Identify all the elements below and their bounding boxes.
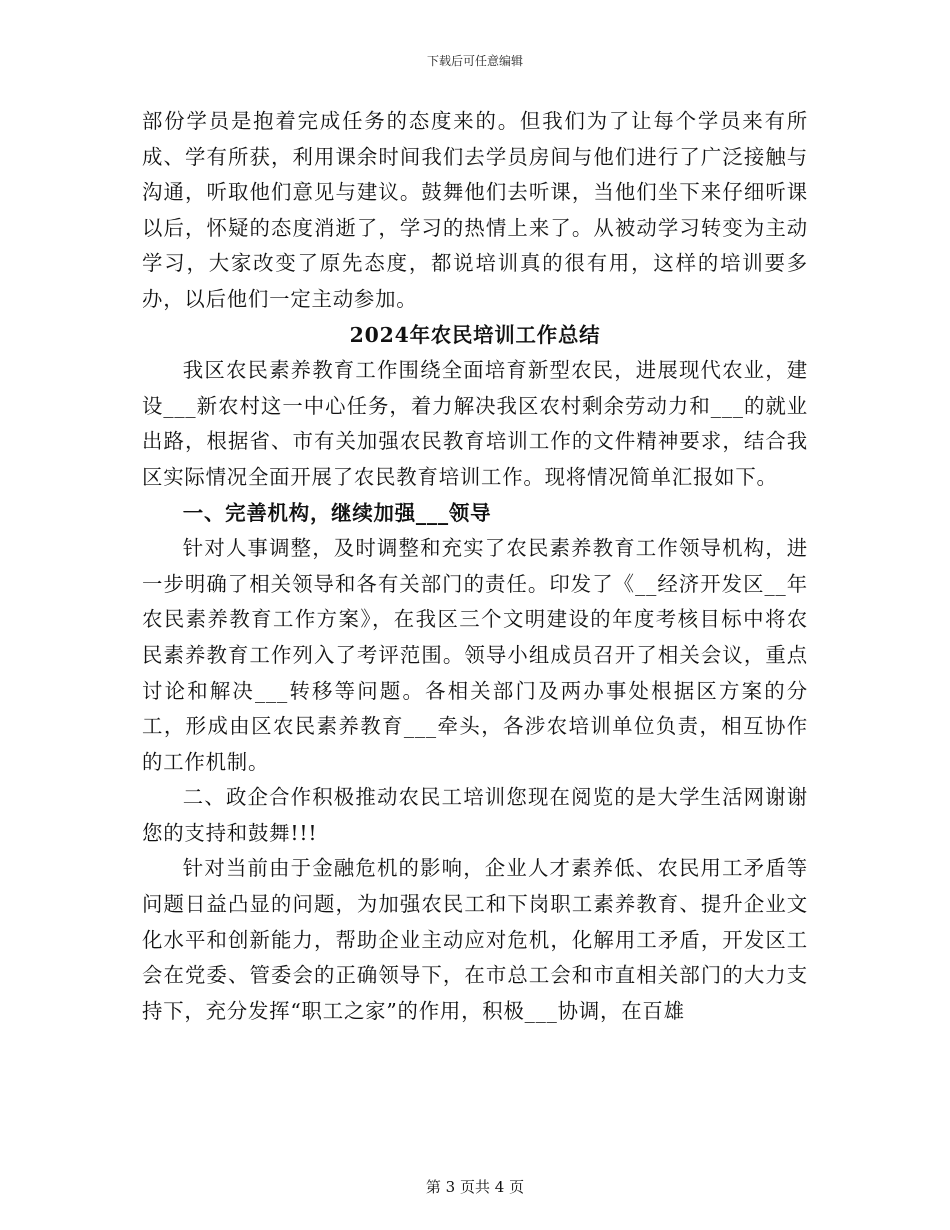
page-footer: 第 3 页共 4 页: [425, 1178, 525, 1196]
heading-1: 一、完善机构，继续加强___领导: [182, 500, 492, 525]
paragraph-continuation: 部份学员是抱着完成任务的态度来的。但我们为了让每个学员来有所成、学有所获，利用课余时间我们去学员房间与他们进行了广泛接触与沟通，听取他们意见与建议。鼓舞他们去听课，当他们坐下来仔细听课以后，怀疑的态度消逝了，学习的热情上来了。从被动学习转变为主动学习，大家改变了原先态度，都说培训真的很有用，这样的培训要多办，以后他们一定主动参加。: [142, 109, 808, 311]
heading-2: 二、政企合作积极推动农民工培训您现在阅览的是大学生活网谢谢您的支持和鼓舞!!!: [142, 785, 808, 845]
paragraph-cooperation: 针对当前由于金融危机的影响，企业人才素养低、农民用工矛盾等问题日益凸显的问题，为加强农民工和下岗职工素养教育、提升企业文化水平和创新能力，帮助企业主动应对危机，化解用工矛盾，开发区工会在党委、管委会的正确领导下，在市总工会和市直相关部门的大力支持下，充分发挥“职工之家”的作用，积极___协调，在百雄: [142, 856, 808, 1023]
document-body: [142, 104, 808, 1029]
page-header: 下载后可任意编辑: [426, 54, 523, 68]
section-title: 2024年农民培训工作总结: [349, 322, 601, 347]
paragraph-intro: 我区农民素养教育工作围绕全面培育新型农民，进展现代农业，建设___新农村这一中心任务，着力解决我区农村剩余劳动力和___的就业出路，根据省、市有关加强农民教育培训工作的文件精神要求，结合我区实际情况全面开展了农民教育培训工作。现将情况简单汇报如下。: [142, 358, 808, 489]
paragraph-organization: 针对人事调整，及时调整和充实了农民素养教育工作领导机构，进一步明确了相关领导和各有关部门的责任。印发了《__经济开发区__年农民素养教育工作方案》，在我区三个文明建设的年度考核目标中将农民素养教育工作列入了考评范围。领导小组成员召开了相关会议，重点讨论和解决___转移等问题。各相关部门及两办事处根据区方案的分工，形成由区农民素养教育___牵头，各涉农培训单位负责，相互协作的工作机制。: [142, 536, 808, 774]
